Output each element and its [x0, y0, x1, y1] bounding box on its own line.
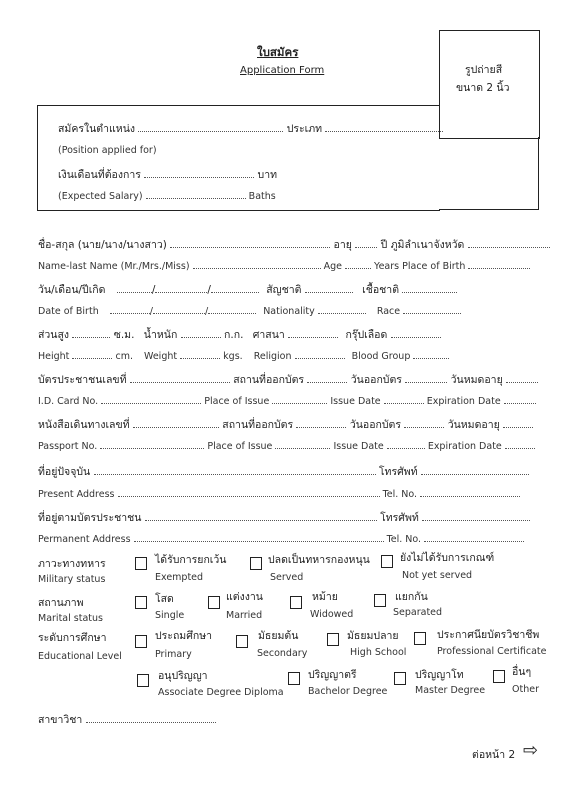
weight-field-english[interactable]: [180, 349, 220, 359]
passport-field-english[interactable]: [100, 439, 204, 449]
idcard-issue-date-field[interactable]: [405, 373, 447, 383]
position-label: สมัครในตำแหน่ง ประเภท: [58, 120, 443, 137]
education-bachelor-checkbox[interactable]: [288, 672, 300, 685]
photo-label-line2: ขนาด 2 นิ้ว: [456, 82, 510, 94]
height-field-english[interactable]: [72, 349, 112, 359]
dob-year-field[interactable]: [211, 283, 259, 293]
salary-field[interactable]: [144, 168, 254, 178]
education-highschool-checkbox[interactable]: [327, 633, 339, 646]
idcard-field-english[interactable]: [101, 394, 201, 404]
marital-married-label: แต่งงาน: [226, 591, 263, 603]
photo-box[interactable]: [439, 30, 540, 139]
education-professional-checkbox[interactable]: [414, 632, 426, 645]
marital-separated-label-english: Separated: [393, 607, 443, 618]
marital-separated-label: แยกกัน: [395, 591, 428, 603]
education-master-label: ปริญญาโท: [415, 669, 464, 681]
dob-row-thai: วัน/เดือน/ปีเกิด / / สัญชาติ เชื้อชาติ: [38, 281, 457, 298]
military-served-checkbox[interactable]: [250, 557, 262, 570]
idcard-issue-date-field-english[interactable]: [384, 394, 424, 404]
education-secondary-checkbox[interactable]: [236, 635, 248, 648]
marital-label: สถานภาพ: [38, 597, 84, 609]
perm-address-row-thai: ที่อยู่ตามบัตรประชาชน โทรศัพท์: [38, 509, 530, 526]
perm-address-field-english[interactable]: [134, 532, 384, 542]
tel-field[interactable]: [421, 465, 529, 475]
passport-field[interactable]: [133, 418, 219, 428]
dob-row-english: Date of Birth / / Nationality Race: [38, 304, 461, 317]
passport-issue-date-field-english[interactable]: [387, 439, 425, 449]
address-field[interactable]: [94, 465, 376, 475]
salary-field-english[interactable]: [146, 189, 246, 199]
military-exempted-label: ได้รับการยกเว้น: [155, 554, 227, 566]
weight-field[interactable]: [181, 328, 221, 338]
military-exempted-checkbox[interactable]: [135, 557, 147, 570]
marital-married-label-english: Married: [226, 610, 263, 621]
dob-month-field[interactable]: [155, 283, 207, 293]
position-label-english: (Position applied for): [58, 145, 157, 156]
tel-field-english[interactable]: [420, 487, 520, 497]
idcard-field[interactable]: [130, 373, 230, 383]
photo-label-line1: รูปถ่ายสี: [465, 64, 503, 76]
marital-widowed-label-english: Widowed: [310, 609, 354, 620]
education-associate-label-english: Associate Degree Diploma: [158, 687, 284, 698]
passport-issue-place-field[interactable]: [296, 418, 346, 428]
position-type-field[interactable]: [325, 122, 443, 132]
perm-tel-field[interactable]: [422, 511, 530, 521]
next-page-label: ต่อหน้า 2: [472, 749, 516, 761]
name-field[interactable]: [170, 238, 330, 248]
nationality-field[interactable]: [305, 283, 353, 293]
blood-group-field[interactable]: [391, 328, 441, 338]
military-not-served-label-english: Not yet served: [402, 570, 473, 581]
passport-expiry-field-english[interactable]: [505, 439, 535, 449]
religion-field-english[interactable]: [295, 349, 345, 359]
marital-single-label-english: Single: [155, 610, 185, 621]
height-row-english: Height cm. Weight kgs. Religion Blood Group: [38, 349, 449, 362]
marital-widowed-checkbox[interactable]: [290, 596, 302, 609]
blood-group-field-english[interactable]: [413, 349, 449, 359]
idcard-expiry-field-english[interactable]: [504, 394, 536, 404]
idcard-issue-place-field-english[interactable]: [272, 394, 327, 404]
salary-label: เงินเดือนที่ต้องการ บาท: [58, 169, 278, 181]
military-not-served-label: ยังไม่ได้รับการเกณฑ์: [400, 552, 495, 564]
perm-address-field[interactable]: [145, 511, 377, 521]
next-arrow-icon: ⇨: [523, 740, 539, 761]
education-secondary-label-english: Secondary: [257, 648, 308, 659]
nationality-field-english[interactable]: [318, 304, 366, 314]
race-field[interactable]: [402, 283, 457, 293]
military-label-english: Military status: [38, 574, 106, 585]
military-not-served-checkbox[interactable]: [381, 555, 393, 568]
height-field[interactable]: [72, 328, 110, 338]
education-professional-label: ประกาศนียบัตรวิชาชีพ: [437, 629, 540, 641]
age-field-english[interactable]: [345, 259, 371, 269]
education-professional-label-english: Professional Certificate: [437, 646, 547, 657]
form-title-thai: ใบสมัคร: [257, 45, 299, 59]
education-other-checkbox[interactable]: [493, 670, 505, 683]
address-row-thai: ที่อยู่ปัจจุบัน โทรศัพท์: [38, 463, 529, 480]
military-served-label-english: Served: [270, 572, 304, 583]
name-row-thai: ชื่อ-สกุล (นาย/นาง/นางสาว) อายุ ปี ภูมิลำเนาจังหวัด: [38, 236, 550, 253]
address-field-english[interactable]: [118, 487, 380, 497]
major-row: สาขาวิชา: [38, 711, 216, 728]
idcard-row-english: I.D. Card No. Place of Issue Issue Date Expiration Date: [38, 394, 536, 407]
education-associate-checkbox[interactable]: [137, 674, 149, 687]
education-other-label: อื่นๆ: [512, 666, 532, 678]
idcard-expiry-field[interactable]: [506, 373, 538, 383]
passport-expiry-field[interactable]: [503, 418, 533, 428]
major-field[interactable]: [86, 713, 216, 723]
education-primary-label: ประถมศึกษา: [155, 630, 213, 642]
education-bachelor-label-english: Bachelor Degree: [308, 686, 388, 697]
position-section-right: [439, 137, 539, 210]
age-field[interactable]: [355, 238, 377, 248]
education-primary-label-english: Primary: [155, 649, 192, 660]
marital-married-checkbox[interactable]: [208, 596, 220, 609]
passport-row-thai: หนังสือเดินทางเลขที่ สถานที่ออกบัตร วันออกบัตร วันหมดอายุ: [38, 416, 533, 433]
education-label: ระดับการศึกษา: [38, 632, 107, 644]
education-highschool-label: มัธยมปลาย: [347, 630, 399, 642]
birthplace-field-english[interactable]: [468, 259, 530, 269]
form-title-english: Application Form: [240, 65, 325, 76]
education-highschool-label-english: High School: [350, 647, 407, 658]
dob-day-field[interactable]: [117, 283, 152, 293]
perm-address-row-english: Permanent Address Tel. No.: [38, 532, 524, 545]
military-exempted-label-english: Exempted: [155, 572, 204, 583]
height-row-thai: ส่วนสูง ซ.ม. น้ำหนัก ก.ก. ศาสนา กรุ๊ปเลือด: [38, 326, 441, 343]
military-label: ภาวะทางทหาร: [38, 558, 106, 570]
marital-widowed-label: หม้าย: [312, 591, 338, 603]
position-field[interactable]: [138, 122, 283, 132]
birthplace-field[interactable]: [468, 238, 550, 248]
marital-separated-checkbox[interactable]: [374, 594, 386, 607]
marital-single-label: โสด: [155, 593, 174, 605]
education-master-checkbox[interactable]: [394, 672, 406, 685]
education-label-english: Educational Level: [38, 651, 122, 662]
passport-issue-date-field[interactable]: [404, 418, 444, 428]
education-other-label-english: Other: [512, 684, 539, 695]
passport-issue-place-field-english[interactable]: [275, 439, 330, 449]
marital-single-checkbox[interactable]: [135, 596, 147, 609]
race-field-english[interactable]: [403, 304, 461, 314]
education-bachelor-label: ปริญญาตรี: [308, 669, 357, 681]
passport-row-english: Passport No. Place of Issue Issue Date Expiration Date: [38, 439, 535, 452]
dob-day-field-english[interactable]: [110, 304, 150, 314]
idcard-issue-place-field[interactable]: [307, 373, 347, 383]
education-associate-label: อนุปริญญา: [158, 670, 208, 682]
address-row-english: Present Address Tel. No.: [38, 487, 520, 500]
salary-label-english: (Expected Salary) Baths: [58, 191, 276, 202]
name-row-english: Name-last Name (Mr./Mrs./Miss) Age Years Place of Birth: [38, 259, 530, 272]
education-master-label-english: Master Degree: [415, 685, 486, 696]
military-served-label: ปลดเป็นทหารกองหนุน: [268, 554, 370, 566]
education-primary-checkbox[interactable]: [135, 635, 147, 648]
perm-tel-field-english[interactable]: [424, 532, 524, 542]
name-field-english[interactable]: [193, 259, 321, 269]
education-secondary-label: มัธยมต้น: [258, 630, 299, 642]
religion-field[interactable]: [288, 328, 338, 338]
idcard-row-thai: บัตรประชาชนเลขที่ สถานที่ออกบัตร วันออกบัตร วันหมดอายุ: [38, 371, 538, 388]
dob-year-field-english[interactable]: [208, 304, 256, 314]
marital-label-english: Marital status: [38, 613, 103, 624]
dob-month-field-english[interactable]: [153, 304, 205, 314]
